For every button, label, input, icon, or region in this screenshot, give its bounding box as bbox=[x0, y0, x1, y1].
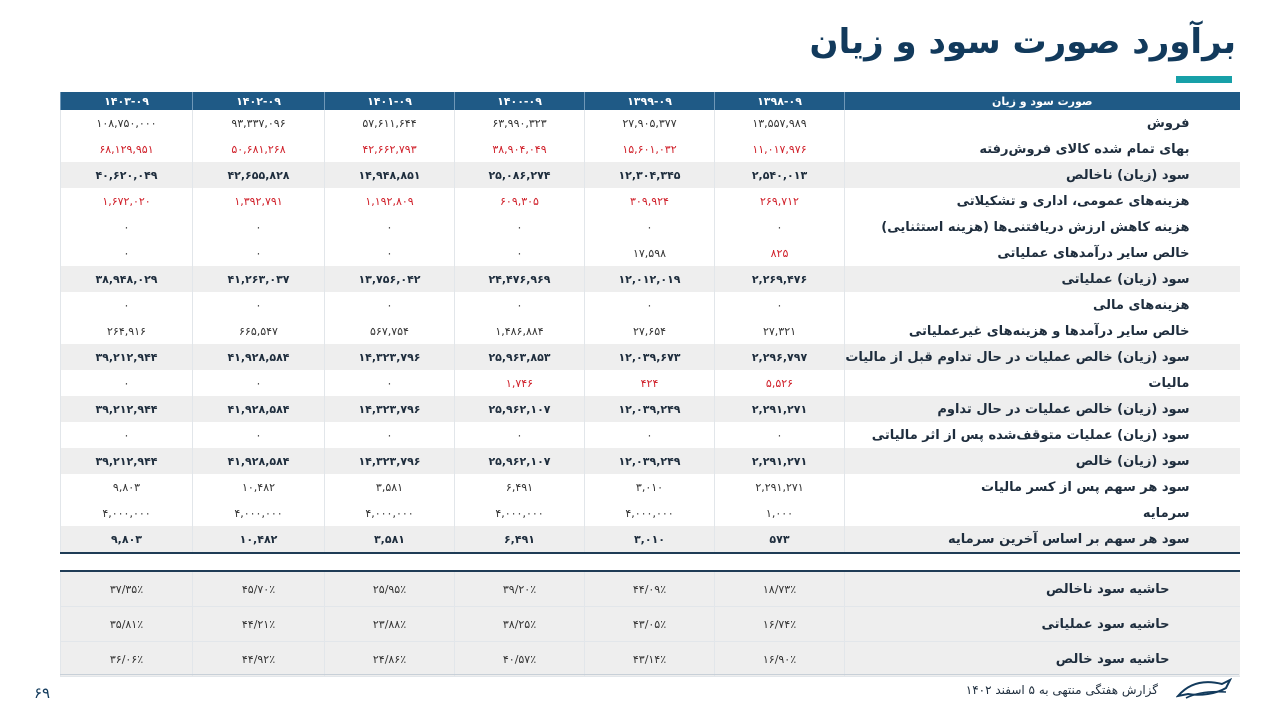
row-label: سود (زیان) عملیات متوقف‌شده پس از اثر مالیاتی bbox=[845, 422, 1240, 448]
cell-value: ۰ bbox=[585, 292, 715, 318]
cell-value: ۱,۷۴۶ bbox=[455, 370, 585, 396]
cell-value: ۲۵,۹۶۳,۸۵۳ bbox=[455, 344, 585, 370]
cell-value: ۰ bbox=[715, 292, 845, 318]
page-number: ۶۹ bbox=[34, 684, 51, 702]
cell-value: ۰ bbox=[193, 214, 325, 240]
cell-value: ۶,۴۹۱ bbox=[455, 474, 585, 500]
cell-value: ۰ bbox=[585, 214, 715, 240]
column-header: ۱۴۰۳-۰۹ bbox=[61, 92, 193, 110]
ratio-value: ۳۵/۸۱٪ bbox=[61, 607, 193, 642]
ratio-label: حاشیه سود خالص bbox=[845, 642, 1240, 677]
table-row bbox=[61, 500, 1240, 526]
cell-value: ۲۷,۳۲۱ bbox=[715, 318, 845, 344]
column-header: ۱۳۹۹-۰۹ bbox=[585, 92, 715, 110]
ratio-value: ۳۹/۲۰٪ bbox=[455, 571, 585, 607]
cell-value: ۱۰۸,۷۵۰,۰۰۰ bbox=[61, 110, 193, 136]
ratio-value: ۴۴/۰۹٪ bbox=[585, 571, 715, 607]
cell-value: ۰ bbox=[61, 214, 193, 240]
cell-value: ۰ bbox=[325, 370, 455, 396]
cell-value: ۰ bbox=[61, 422, 193, 448]
row-label: فروش bbox=[845, 110, 1240, 136]
row-label: سود هر سهم بر اساس آخرین سرمایه bbox=[845, 526, 1240, 553]
cell-value: ۰ bbox=[455, 292, 585, 318]
ratio-value: ۱۸/۷۳٪ bbox=[715, 571, 845, 607]
cell-value: ۰ bbox=[715, 214, 845, 240]
cell-value: ۰ bbox=[193, 370, 325, 396]
row-label: سرمایه bbox=[845, 500, 1240, 526]
cell-value: ۳۹,۲۱۲,۹۴۴ bbox=[61, 448, 193, 474]
cell-value: ۰ bbox=[193, 240, 325, 266]
cell-value: ۱۲,۰۳۹,۲۴۹ bbox=[585, 396, 715, 422]
cell-value: ۹,۸۰۳ bbox=[61, 526, 193, 553]
table-row bbox=[61, 370, 1240, 396]
cell-value: ۳۸,۹۴۸,۰۲۹ bbox=[61, 266, 193, 292]
cell-value: ۱۴,۹۴۸,۸۵۱ bbox=[325, 162, 455, 188]
cell-value: ۱,۴۸۶,۸۸۴ bbox=[455, 318, 585, 344]
ratio-value: ۳۸/۲۵٪ bbox=[455, 607, 585, 642]
row-label: سود (زیان) خالص عملیات در حال تداوم قبل از مالیات bbox=[845, 344, 1240, 370]
cell-value: ۳۰۹,۹۲۴ bbox=[585, 188, 715, 214]
cell-value: ۲۵,۰۸۶,۲۷۴ bbox=[455, 162, 585, 188]
row-label: سود (زیان) خالص عملیات در حال تداوم bbox=[845, 396, 1240, 422]
row-label: سود (زیان) خالص bbox=[845, 448, 1240, 474]
ratio-value: ۴۴/۹۲٪ bbox=[193, 642, 325, 677]
cell-value: ۵۷۳ bbox=[715, 526, 845, 553]
report-caption: گزارش هفتگی منتهی به ۵ اسفند ۱۴۰۲ bbox=[965, 683, 1158, 697]
footer-divider bbox=[60, 674, 1239, 675]
cell-value: ۳,۵۸۱ bbox=[325, 526, 455, 553]
table-row bbox=[61, 474, 1240, 500]
ratio-value: ۳۶/۰۶٪ bbox=[61, 642, 193, 677]
cell-value: ۰ bbox=[715, 422, 845, 448]
ratio-row bbox=[61, 571, 1240, 607]
table-row bbox=[61, 448, 1240, 474]
column-header: ۱۴۰۲-۰۹ bbox=[193, 92, 325, 110]
cell-value: ۳۹,۲۱۲,۹۴۴ bbox=[61, 396, 193, 422]
ratio-value: ۳۷/۳۵٪ bbox=[61, 571, 193, 607]
cell-value: ۶۳,۹۹۰,۳۲۳ bbox=[455, 110, 585, 136]
cell-value: ۶۸,۱۲۹,۹۵۱ bbox=[61, 136, 193, 162]
cell-value: ۰ bbox=[61, 240, 193, 266]
row-label: سود (زیان) ناخالص bbox=[845, 162, 1240, 188]
table-header-row bbox=[61, 92, 1240, 110]
cell-value: ۴,۰۰۰,۰۰۰ bbox=[193, 500, 325, 526]
cell-value: ۰ bbox=[325, 422, 455, 448]
ratio-value: ۴۳/۱۴٪ bbox=[585, 642, 715, 677]
cell-value: ۶,۴۹۱ bbox=[455, 526, 585, 553]
column-header: ۱۴۰۰-۰۹ bbox=[455, 92, 585, 110]
table-row bbox=[61, 422, 1240, 448]
cell-value: ۹,۸۰۳ bbox=[61, 474, 193, 500]
cell-value: ۳۸,۹۰۴,۰۴۹ bbox=[455, 136, 585, 162]
cell-value: ۵۷,۶۱۱,۶۴۴ bbox=[325, 110, 455, 136]
cell-value: ۱,۱۹۲,۸۰۹ bbox=[325, 188, 455, 214]
table-row bbox=[61, 110, 1240, 136]
table-row bbox=[61, 318, 1240, 344]
row-label: هزینه‌های عمومی، اداری و تشکیلاتی bbox=[845, 188, 1240, 214]
table-row bbox=[61, 214, 1240, 240]
cell-value: ۱,۰۰۰ bbox=[715, 500, 845, 526]
cell-value: ۱۲,۳۰۴,۳۴۵ bbox=[585, 162, 715, 188]
table-row bbox=[61, 162, 1240, 188]
cell-value: ۳۹,۲۱۲,۹۴۴ bbox=[61, 344, 193, 370]
ratio-value: ۲۵/۹۵٪ bbox=[325, 571, 455, 607]
cell-value: ۴۲,۶۵۵,۸۲۸ bbox=[193, 162, 325, 188]
cell-value: ۰ bbox=[325, 292, 455, 318]
cell-value: ۲۶۹,۷۱۲ bbox=[715, 188, 845, 214]
cell-value: ۸۲۵ bbox=[715, 240, 845, 266]
cell-value: ۲,۲۹۱,۲۷۱ bbox=[715, 448, 845, 474]
cell-value: ۰ bbox=[455, 422, 585, 448]
ratio-value: ۴۵/۷۰٪ bbox=[193, 571, 325, 607]
cell-value: ۴,۰۰۰,۰۰۰ bbox=[455, 500, 585, 526]
row-label: مالیات bbox=[845, 370, 1240, 396]
cell-value: ۱۴,۳۲۳,۷۹۶ bbox=[325, 448, 455, 474]
table-row bbox=[61, 396, 1240, 422]
cell-value: ۴,۰۰۰,۰۰۰ bbox=[61, 500, 193, 526]
profit-margin-table bbox=[60, 570, 1240, 677]
cell-value: ۱۳,۷۵۶,۰۴۲ bbox=[325, 266, 455, 292]
cell-value: ۴۲۴ bbox=[585, 370, 715, 396]
cell-value: ۱۷,۵۹۸ bbox=[585, 240, 715, 266]
cell-value: ۴۲,۶۶۲,۷۹۳ bbox=[325, 136, 455, 162]
column-header: ۱۳۹۸-۰۹ bbox=[715, 92, 845, 110]
ratio-value: ۲۴/۸۶٪ bbox=[325, 642, 455, 677]
cell-value: ۴۱,۲۶۳,۰۳۷ bbox=[193, 266, 325, 292]
ratio-value: ۱۶/۷۴٪ bbox=[715, 607, 845, 642]
cell-value: ۰ bbox=[193, 422, 325, 448]
income-statement-table bbox=[60, 92, 1240, 554]
cell-value: ۶۶۵,۵۴۷ bbox=[193, 318, 325, 344]
cell-value: ۴۱,۹۲۸,۵۸۴ bbox=[193, 396, 325, 422]
cell-value: ۱۲,۰۳۹,۲۴۹ bbox=[585, 448, 715, 474]
cell-value: ۶۰۹,۳۰۵ bbox=[455, 188, 585, 214]
cell-value: ۲۵,۹۶۲,۱۰۷ bbox=[455, 396, 585, 422]
ratio-label: حاشیه سود عملیاتی bbox=[845, 607, 1240, 642]
cell-value: ۱۰,۴۸۲ bbox=[193, 526, 325, 553]
cell-value: ۱۴,۳۲۳,۷۹۶ bbox=[325, 344, 455, 370]
cell-value: ۲,۲۶۹,۴۷۶ bbox=[715, 266, 845, 292]
table-row bbox=[61, 240, 1240, 266]
cell-value: ۴,۰۰۰,۰۰۰ bbox=[325, 500, 455, 526]
cell-value: ۱۲,۰۱۲,۰۱۹ bbox=[585, 266, 715, 292]
cell-value: ۴۱,۹۲۸,۵۸۴ bbox=[193, 448, 325, 474]
cell-value: ۱۱,۰۱۷,۹۷۶ bbox=[715, 136, 845, 162]
row-label: خالص سایر درآمدها و هزینه‌های غیرعملیاتی bbox=[845, 318, 1240, 344]
cell-value: ۱,۳۹۲,۷۹۱ bbox=[193, 188, 325, 214]
table-row bbox=[61, 526, 1240, 553]
ratio-label: حاشیه سود ناخالص bbox=[845, 571, 1240, 607]
row-label: هزینه کاهش ارزش دریافتنی‌ها (هزینه استثنایی) bbox=[845, 214, 1240, 240]
table-row bbox=[61, 188, 1240, 214]
ratio-value: ۱۶/۹۰٪ bbox=[715, 642, 845, 677]
cell-value: ۲,۲۹۱,۲۷۱ bbox=[715, 474, 845, 500]
cell-value: ۹۳,۳۳۷,۰۹۶ bbox=[193, 110, 325, 136]
cell-value: ۵,۵۲۶ bbox=[715, 370, 845, 396]
cell-value: ۵۶۷,۷۵۴ bbox=[325, 318, 455, 344]
cell-value: ۴۰,۶۲۰,۰۴۹ bbox=[61, 162, 193, 188]
cell-value: ۱۴,۳۲۳,۷۹۶ bbox=[325, 396, 455, 422]
cell-value: ۴۱,۹۲۸,۵۸۴ bbox=[193, 344, 325, 370]
cell-value: ۱۵,۶۰۱,۰۳۲ bbox=[585, 136, 715, 162]
bird-logo-icon bbox=[1176, 676, 1232, 702]
row-label: هزینه‌های مالی bbox=[845, 292, 1240, 318]
ratio-value: ۴۴/۲۱٪ bbox=[193, 607, 325, 642]
cell-value: ۰ bbox=[193, 292, 325, 318]
ratio-row bbox=[61, 642, 1240, 677]
cell-value: ۲,۲۹۶,۷۹۷ bbox=[715, 344, 845, 370]
cell-value: ۰ bbox=[325, 240, 455, 266]
cell-value: ۳,۰۱۰ bbox=[585, 474, 715, 500]
cell-value: ۱۳,۵۵۷,۹۸۹ bbox=[715, 110, 845, 136]
row-label: سود (زیان) عملیاتی bbox=[845, 266, 1240, 292]
cell-value: ۰ bbox=[325, 214, 455, 240]
cell-value: ۲۶۴,۹۱۶ bbox=[61, 318, 193, 344]
page-title: برآورد صورت سود و زیان bbox=[809, 22, 1236, 62]
cell-value: ۱۰,۴۸۲ bbox=[193, 474, 325, 500]
row-label: خالص سایر درآمدهای عملیاتی bbox=[845, 240, 1240, 266]
cell-value: ۲۷,۹۰۵,۳۷۷ bbox=[585, 110, 715, 136]
row-label: سود هر سهم پس از کسر مالیات bbox=[845, 474, 1240, 500]
cell-value: ۲,۵۴۰,۰۱۳ bbox=[715, 162, 845, 188]
column-header: ۱۴۰۱-۰۹ bbox=[325, 92, 455, 110]
cell-value: ۳,۵۸۱ bbox=[325, 474, 455, 500]
cell-value: ۴,۰۰۰,۰۰۰ bbox=[585, 500, 715, 526]
cell-value: ۱,۶۷۲,۰۲۰ bbox=[61, 188, 193, 214]
cell-value: ۰ bbox=[455, 214, 585, 240]
cell-value: ۵۰,۶۸۱,۲۶۸ bbox=[193, 136, 325, 162]
cell-value: ۰ bbox=[61, 292, 193, 318]
cell-value: ۲,۲۹۱,۲۷۱ bbox=[715, 396, 845, 422]
row-label: بهای تمام شده کالای فروش‌رفته bbox=[845, 136, 1240, 162]
cell-value: ۱۲,۰۳۹,۶۷۳ bbox=[585, 344, 715, 370]
cell-value: ۳,۰۱۰ bbox=[585, 526, 715, 553]
ratio-value: ۴۳/۰۵٪ bbox=[585, 607, 715, 642]
ratio-value: ۲۳/۸۸٪ bbox=[325, 607, 455, 642]
table-row bbox=[61, 292, 1240, 318]
table-row bbox=[61, 344, 1240, 370]
table-row bbox=[61, 266, 1240, 292]
ratio-row bbox=[61, 607, 1240, 642]
table-row bbox=[61, 136, 1240, 162]
cell-value: ۲۴,۴۷۶,۹۶۹ bbox=[455, 266, 585, 292]
title-accent-bar bbox=[1176, 76, 1232, 83]
ratio-value: ۴۰/۵۷٪ bbox=[455, 642, 585, 677]
cell-value: ۲۵,۹۶۲,۱۰۷ bbox=[455, 448, 585, 474]
cell-value: ۲۷,۶۵۴ bbox=[585, 318, 715, 344]
cell-value: ۰ bbox=[61, 370, 193, 396]
cell-value: ۰ bbox=[455, 240, 585, 266]
column-header: صورت سود و زیان bbox=[845, 92, 1240, 110]
cell-value: ۰ bbox=[585, 422, 715, 448]
